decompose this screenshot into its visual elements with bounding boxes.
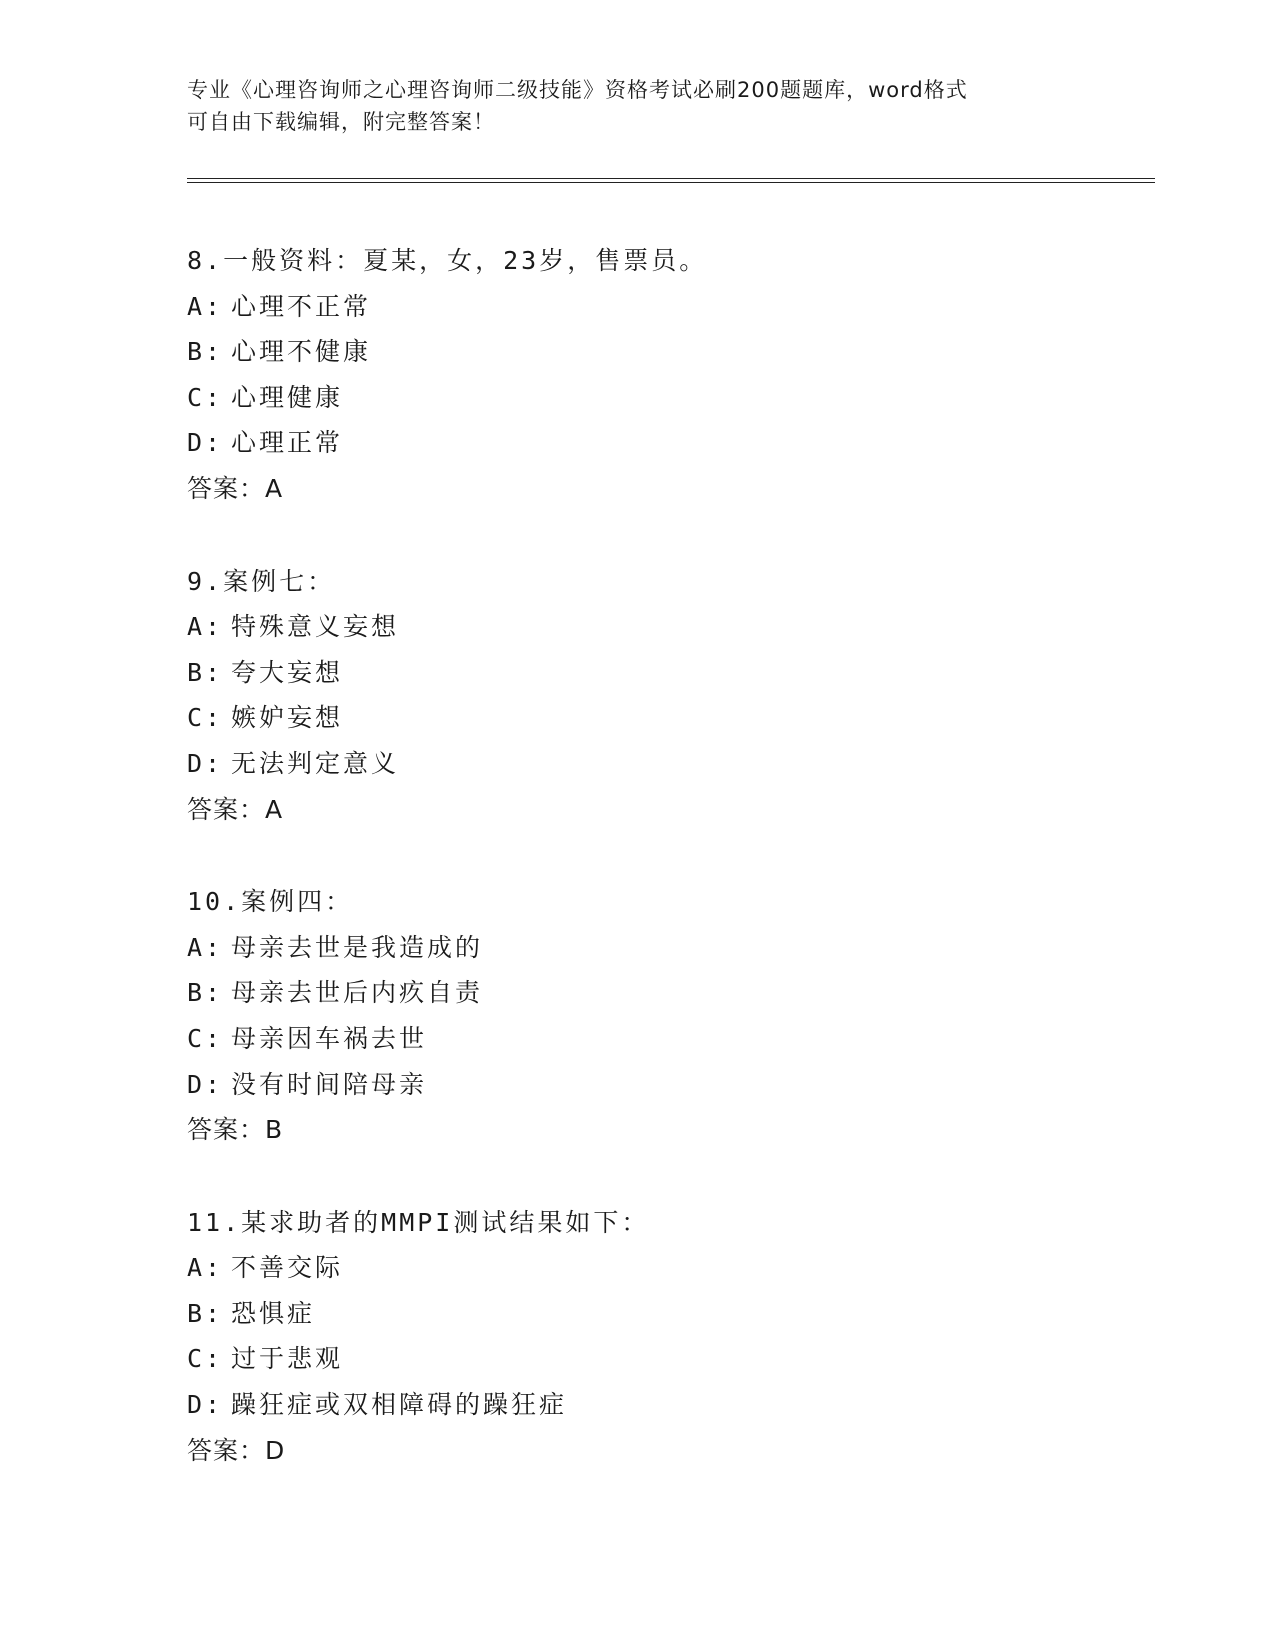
option-text: 夸大妄想 <box>231 657 344 687</box>
option-text: 嫉妒妄想 <box>231 703 344 733</box>
question-item <box>187 238 1167 512</box>
question-stem: 8.一般资料：夏某，女，23岁，售票员。 <box>187 246 708 275</box>
option-text: 母亲去世后内疚自责 <box>231 978 484 1008</box>
option-d <box>187 741 1167 787</box>
option-text: 心理健康 <box>231 382 344 412</box>
header-divider-bottom <box>187 182 1155 183</box>
header-line-1: 专业《心理咨询师之心理咨询师二级技能》资格考试必刷200题题库，word格式 <box>187 78 968 102</box>
option-a <box>187 925 1167 971</box>
option-letter: D: <box>187 428 224 458</box>
option-b <box>187 329 1167 375</box>
option-text: 特殊意义妄想 <box>231 612 400 642</box>
option-text: 心理不健康 <box>231 337 372 367</box>
option-letter: D: <box>187 1069 224 1099</box>
option-text: 无法判定意义 <box>231 748 400 778</box>
answer-line: 答案：A <box>187 473 284 503</box>
option-b <box>187 650 1167 696</box>
option-text: 母亲因车祸去世 <box>231 1023 428 1053</box>
option-letter: C: <box>187 1344 224 1374</box>
option-letter: B: <box>187 1298 224 1328</box>
option-c <box>187 1336 1167 1382</box>
option-text: 母亲去世是我造成的 <box>231 932 484 962</box>
option-text: 恐惧症 <box>231 1298 316 1328</box>
option-letter: D: <box>187 748 224 778</box>
question-item <box>187 879 1167 1153</box>
option-text: 心理正常 <box>231 428 344 458</box>
answer-line: 答案：A <box>187 794 284 824</box>
option-letter: B: <box>187 657 224 687</box>
option-letter: C: <box>187 382 224 412</box>
option-letter: C: <box>187 703 224 733</box>
option-d <box>187 420 1167 466</box>
option-a <box>187 604 1167 650</box>
option-a <box>187 284 1167 330</box>
option-text: 心理不正常 <box>231 291 372 321</box>
option-c <box>187 695 1167 741</box>
option-d <box>187 1062 1167 1108</box>
option-text: 过于悲观 <box>231 1344 344 1374</box>
option-text: 不善交际 <box>231 1253 344 1283</box>
option-letter: A: <box>187 932 224 962</box>
answer-line: 答案：D <box>187 1435 286 1465</box>
document-header <box>187 74 1087 138</box>
question-stem: 9.案例七： <box>187 566 336 596</box>
question-item <box>187 1200 1167 1474</box>
option-letter: B: <box>187 978 224 1008</box>
option-letter: B: <box>187 337 224 367</box>
answer-line: 答案：B <box>187 1115 284 1145</box>
option-text: 没有时间陪母亲 <box>231 1069 428 1099</box>
option-letter: A: <box>187 291 224 321</box>
option-b <box>187 1291 1167 1337</box>
question-list <box>187 238 1167 1520</box>
option-letter: C: <box>187 1023 224 1053</box>
question-stem: 11.某求助者的MMPI测试结果如下： <box>187 1207 650 1237</box>
header-line-2: 可自由下载编辑，附完整答案！ <box>187 110 495 134</box>
header-divider-top <box>187 178 1155 179</box>
option-b <box>187 970 1167 1016</box>
option-letter: D: <box>187 1390 224 1420</box>
option-a <box>187 1245 1167 1291</box>
question-stem: 10.案例四： <box>187 887 354 917</box>
option-text: 躁狂症或双相障碍的躁狂症 <box>231 1390 568 1420</box>
option-c <box>187 375 1167 421</box>
question-item <box>187 559 1167 833</box>
option-letter: A: <box>187 1253 224 1283</box>
option-letter: A: <box>187 612 224 642</box>
option-d <box>187 1382 1167 1428</box>
option-c <box>187 1016 1167 1062</box>
